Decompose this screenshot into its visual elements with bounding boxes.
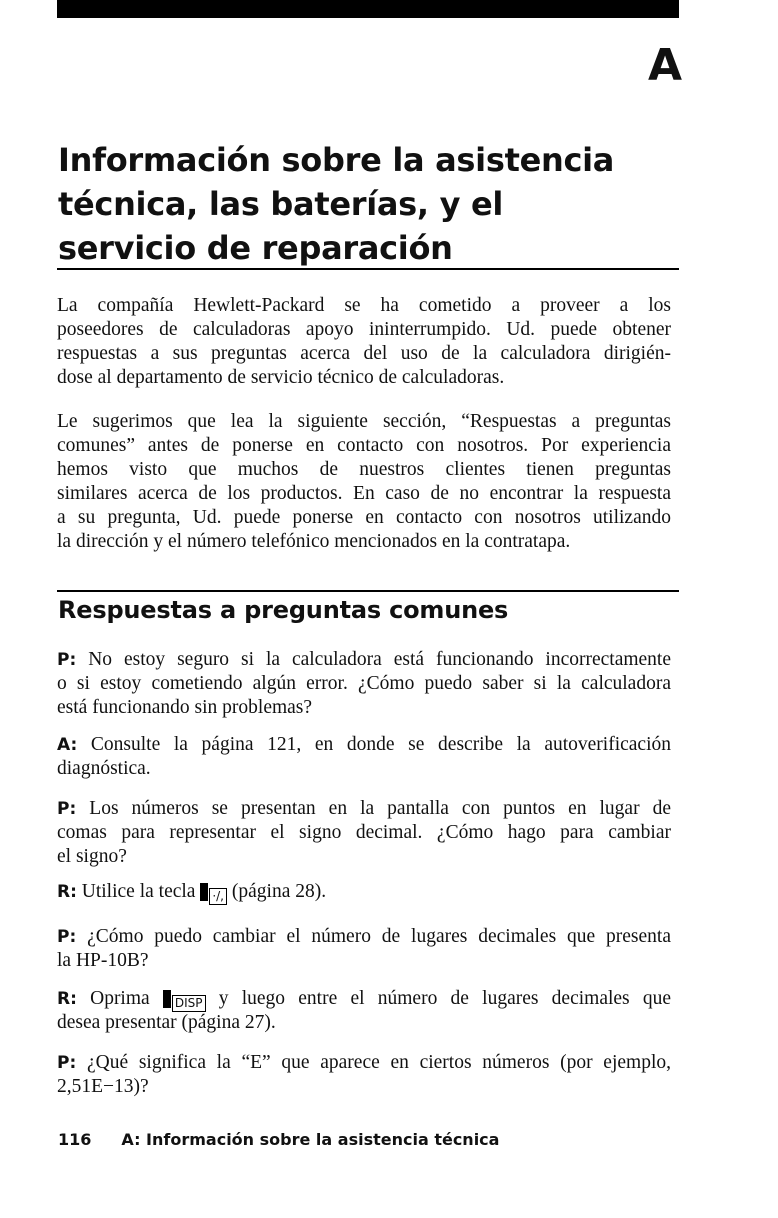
- text-line: está funcionando sin problemas?: [57, 697, 313, 718]
- text-line: la dirección y el número telefónico mencionados en la contratapa.: [57, 531, 571, 552]
- key-label: DISP: [172, 995, 206, 1012]
- qa-tag: A:: [57, 735, 78, 755]
- text-line: respuestas a sus preguntas acerca del uso de la calculadora dirigién-: [57, 343, 671, 364]
- key-label: ⋅/,: [209, 888, 227, 905]
- qa-text: Oprima: [90, 988, 150, 1009]
- qa-item-answer-1: [57, 733, 677, 781]
- section-heading: Respuestas a preguntas comunes: [58, 596, 509, 624]
- chapter-title-line: Información sobre la asistencia: [58, 141, 615, 179]
- section-rule: [57, 590, 679, 592]
- text-line: [57, 648, 671, 672]
- text-line: [57, 880, 671, 904]
- qa-tag: P:: [57, 927, 77, 947]
- text-line: a su pregunta, Ud. puede ponerse en contacto con nosotros utilizando: [57, 507, 671, 528]
- running-title: A: Información sobre la asistencia técnica: [121, 1130, 500, 1149]
- chapter-title-line: técnica, las baterías, y el: [58, 185, 504, 223]
- text-line: [57, 733, 671, 757]
- chapter-title: [58, 138, 698, 270]
- qa-tag: R:: [57, 882, 77, 902]
- qa-tag: P:: [57, 650, 77, 670]
- qa-item-question-4: [57, 1051, 677, 1099]
- text-line: desea presentar (página 27).: [57, 1012, 276, 1033]
- qa-text: Los números se presentan en la pantalla con puntos en lugar de: [89, 798, 671, 819]
- text-line: La compañía Hewlett-Packard se ha cometido a proveer a los: [57, 295, 671, 316]
- qa-text: y luego entre el número de lugares decimales que: [218, 988, 672, 1009]
- qa-item-answer-2: [57, 880, 677, 904]
- text-line: [57, 987, 671, 1011]
- text-line: [57, 925, 671, 949]
- qa-tag: R:: [57, 989, 77, 1009]
- qa-text: ¿Cómo puedo cambiar el número de lugares decimales que presenta: [87, 926, 672, 947]
- page-number: 116: [58, 1130, 92, 1149]
- top-bar: [57, 0, 679, 18]
- text-line: o si estoy cometiendo algún error. ¿Cómo puedo saber si la calculadora: [57, 673, 671, 694]
- decimal-comma-key: [200, 883, 227, 901]
- text-line: [57, 1051, 671, 1075]
- qa-item-question-2: [57, 797, 677, 869]
- text-line: poseedores de calculadoras apoyo ininterrumpido. Ud. puede obtener: [57, 319, 671, 340]
- qa-text: Utilice la tecla: [81, 881, 196, 902]
- disp-key: [163, 990, 206, 1008]
- text-line: comas para representar el signo decimal. ¿Cómo hago para cambiar: [57, 822, 671, 843]
- title-rule: [57, 268, 679, 270]
- qa-text: (página 28).: [231, 881, 327, 902]
- shift-key-icon: [200, 883, 208, 901]
- text-line: comunes” antes de ponerse en contacto con nosotros. Por experiencia: [57, 435, 671, 456]
- qa-item-question-1: [57, 648, 677, 720]
- text-line: dose al departamento de servicio técnico de calculadoras.: [57, 367, 505, 388]
- shift-key-icon: [163, 990, 171, 1008]
- qa-text: Consulte la página 121, en donde se describe la autoverificación: [90, 734, 671, 755]
- qa-text: No estoy seguro si la calculadora está funcionando incorrectamente: [88, 649, 671, 670]
- text-line: 2,51E−13)?: [57, 1076, 149, 1097]
- text-line: [57, 797, 671, 821]
- qa-tag: P:: [57, 799, 77, 819]
- qa-item-answer-3: [57, 987, 677, 1035]
- text-line: Le sugerimos que lea la siguiente sección, “Respuestas a preguntas: [57, 411, 671, 432]
- intro-paragraph-1: [57, 294, 677, 390]
- text-line: el signo?: [57, 846, 127, 867]
- qa-text: ¿Qué significa la “E” que aparece en ciertos números (por ejemplo,: [86, 1052, 671, 1073]
- text-line: la HP-10B?: [57, 950, 149, 971]
- page-footer: [58, 1130, 499, 1149]
- chapter-title-line: servicio de reparación: [58, 229, 453, 267]
- text-line: similares acerca de los productos. En caso de no encontrar la respuesta: [57, 483, 671, 504]
- qa-tag: P:: [57, 1053, 77, 1073]
- text-line: hemos visto que muchos de nuestros clientes tienen preguntas: [57, 459, 671, 480]
- text-line: diagnóstica.: [57, 758, 151, 779]
- appendix-letter: A: [647, 40, 681, 91]
- qa-item-question-3: [57, 925, 677, 973]
- intro-paragraph-2: [57, 410, 677, 554]
